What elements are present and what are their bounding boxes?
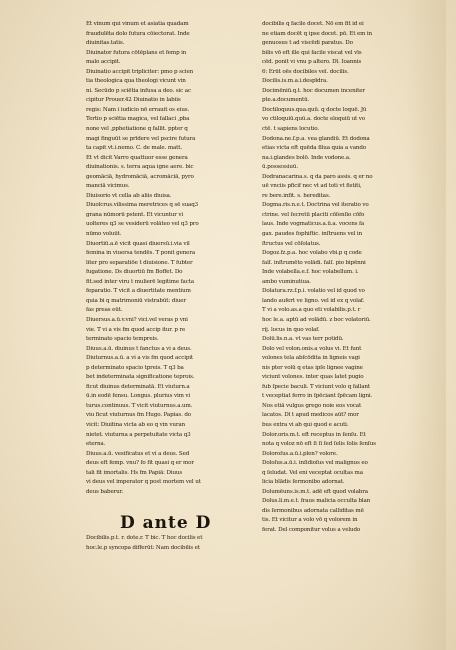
text-line: viciunt volones. inter quas latet pugio — [262, 374, 364, 381]
text-line: Diuinator futura cōtēplans et femp in — [86, 49, 187, 56]
text-line: Nos etiā vulgus grego noie eos vocat — [262, 402, 362, 409]
text-line: licia blādis ſermonibo adornat. — [262, 479, 345, 486]
text-line: tia theologica qua theologi vicunt vin — [86, 78, 186, 85]
text-line: Docibilis.p.t. r. dote.r. T bic. T hoc docilis et — [86, 535, 203, 541]
text-line: deus baberur. — [86, 488, 124, 495]
text-line: Dolor.oris.m.t. eft receptus in ſenſu. Et — [262, 431, 366, 438]
left-column — [86, 20, 256, 497]
text-line: ctrine. vel ſecretū placiti cōſenſio cōfo — [262, 211, 365, 218]
text-line: Dolumēuns.is.m.t. adē eft quod volabra — [262, 488, 368, 495]
text-line: ne etiam docēt q ipse docet. pō. Et em in — [262, 30, 373, 37]
text-line: falſ. inſtrumēto volādi. falſ. pio bipēnni — [262, 259, 366, 266]
text-line: ſtructus vel cōſolatus. — [262, 240, 321, 247]
text-line: ū.in eodē fensu. Longus. plurius vim vi — [86, 393, 191, 400]
text-line: deus eft femp. vnu? fo fit quasi q er mor — [86, 460, 194, 467]
text-line: ni. Secūdo p sciētia infusa a deo. sic ac — [86, 87, 191, 94]
text-line: Dogoz.fz.p.a. hoc volabo vbi.p q code — [262, 250, 362, 257]
text-line: Diuturnus.a.ū. a vi a vis fm quod accipit — [86, 355, 193, 362]
text-line: bet indeterminata significatione teprois. — [86, 374, 195, 381]
text-line: q ſeludat. Vel eni veceptat ocultas ma — [262, 469, 363, 476]
right-column — [262, 20, 432, 536]
text-line: re bere.infit. s. hereditas. — [262, 192, 331, 199]
text-line: Dodona.ne.f.p.a. vea glandiū. Et dodona — [262, 135, 370, 142]
text-line: etias victa eft quēda filua quia a vando — [262, 145, 366, 152]
text-line: nūmo voluūt. — [86, 231, 122, 238]
text-line: Diuolcrus.vilissima meretrices q sē suaq3 — [86, 202, 199, 209]
text-line: Diuersus.a.ū.v.vni? vici.vel veras p vni — [86, 316, 188, 323]
text-line: Docilis.is.m.a.i.despīdra. — [262, 78, 328, 85]
text-line: Doloroſus.a.ū.i.plen? volore. — [262, 450, 338, 457]
text-line: tis. Et vicitur a volo vō q volorem in — [262, 517, 358, 524]
text-line: ū.possessiuū. — [262, 164, 298, 171]
text-line: Dogma.ris.n.e.t. Doctrina vel iteratio vo — [262, 202, 369, 209]
text-line: feparatio. T vicit a diuertitate mentium — [86, 288, 191, 295]
text-line: pte.a.documentū. — [262, 97, 310, 104]
text-line: diuinitas.tatis. — [86, 40, 125, 47]
text-line: Dolo vel volon.onis.a volus vi. Et funt — [262, 345, 362, 352]
text-line: Et vinum qui vinum et asiatia quadam — [86, 21, 189, 27]
section-heading: D ante D — [120, 513, 212, 533]
left-column-continuation — [86, 534, 256, 553]
text-line: t veceptiat ferro in ſpēciant ſpēcam ligni. — [262, 393, 373, 400]
text-line: hoc.le.p syncopa differūt: Nam docibilis et — [86, 544, 200, 551]
text-line: Inde volabella.e.f. hoc volabellum. i. — [262, 269, 359, 276]
text-line: turus.continuus. T vicit viuturnus.a.um. — [86, 402, 193, 409]
text-line: manciā vicimus. — [86, 183, 130, 190]
text-line: genuosus t ad viscēdi paratus. Do — [262, 40, 353, 47]
text-line: docibilis q facile docet. Nō em fit id ei — [262, 21, 364, 27]
text-line: na.i.glandes bolō. Inde vodone.a. — [262, 154, 351, 161]
text-line: volones tela abſcōdita in ligneis vagi — [262, 355, 360, 362]
text-line: uolteres q3 se vesiderū volāteo vel q3 pro — [86, 221, 199, 228]
text-line: Dolatura.rz.f.p.i. volatio vel id quod vo — [262, 288, 365, 295]
text-line: nis pter volū q etas ipſe lignee vagine — [262, 364, 363, 371]
text-line: Dodranacarina.s. q da paro assis. q er no — [262, 173, 373, 180]
text-line: nota q voloz nō eft ſi ſi ſed ſelis ſolis ſenſus — [262, 441, 376, 448]
text-line: uē vnciis pficif nec vt ad toti vt fistiti, — [262, 183, 362, 190]
text-line: terminato spacio tempreis. — [86, 336, 159, 343]
text-line: ambo vuminutiua. — [262, 278, 311, 285]
text-line: femina in viuersa tendēs. T ponit genera — [86, 250, 196, 257]
text-line: Diuisorio vt cella ab aliis diuisa. — [86, 192, 172, 199]
text-line: fugatione. Ds diuortiū fm Boffet. Do — [86, 269, 183, 276]
text-line: Diuus.a.ū. diuinus t fanctus a vi a deus. — [86, 345, 192, 352]
text-line: 6: Erūt oēs docibiles veī. docilis. — [262, 68, 349, 75]
text-line: Diuus.a.ū. vesificatus et vi a deus. Sed — [86, 450, 190, 457]
text-line: vicit: Diuitina victa ab eo q vin vuran — [86, 421, 186, 428]
text-line: viu ficut viuturnus fm Hugo. Papias. do — [86, 412, 191, 419]
text-line: magi finguūt se prīdere vel pscire futura — [86, 135, 196, 142]
text-line: cipitur Prouer.42 Diuinatio in labiis — [86, 97, 181, 104]
text-line: T vi a volo.as.a quo eti volabilis.p.t. r — [262, 307, 361, 314]
text-line: eterna. — [86, 441, 106, 448]
text-line: fit.sed inter viru t mulierē legitime facta — [86, 278, 194, 285]
text-line: ctē. t sapiens locutio. — [262, 126, 319, 133]
text-line: bus extra vi ab qui quod e acuti. — [262, 421, 349, 428]
text-line: rij. locus in quo volaf. — [262, 326, 320, 333]
text-line: fas preas eūt. — [86, 307, 123, 314]
text-line: dis ſermonibus adornata calliditas mē — [262, 507, 364, 514]
text-line: quia bi q matrimoniū vistrabūt: diuer — [86, 297, 186, 304]
text-line: vi deus vel imperator q post mortem vel ut — [86, 479, 201, 486]
text-line: laus. Inde vogmaticus.a.ū.a. vocens fa — [262, 221, 365, 228]
text-line: grana nūmorū pstent. Et vicuntur vi — [86, 211, 184, 218]
text-line: regis: Nam i iudicio nō errauit os eius. — [86, 106, 190, 113]
text-line: fub ſpecie baculi. T viciunt volo q fallant — [262, 383, 370, 390]
text-line: none vel ,pphetiatione q fallit. ppter q — [86, 126, 188, 133]
text-line: Diuortiū.a.ē vicit quasi diuersū.i.via vil — [86, 240, 190, 247]
text-line: p determinato spacio tpreis. T q3 ba — [86, 364, 184, 371]
text-line: cēd. ponit vi vnu p altero. Dī. Ioannis — [262, 59, 362, 66]
text-line: malo accipit. — [86, 59, 121, 66]
text-line: Doctiloquus.qua.quū. q docte loquē. Jū — [262, 106, 367, 113]
text-line: ferat. Del componitur volus a veludo — [262, 526, 361, 533]
text-line: Dolū.lis.n.a. vt vas terr potidū. — [262, 336, 344, 343]
text-line: Dolus.li.m.e.t. fraus malicia occulta blan — [262, 498, 371, 505]
text-line: ficut diuinus determinatā. Et viuturn.a — [86, 383, 190, 390]
text-line: lando aufert ve ligno. vel id ex q volaf. — [262, 297, 365, 304]
text-line: Et vt dicit Varro quattuor esse genera — [86, 154, 188, 161]
text-line: lacatos. Dī t apud medicos aūt? mor — [262, 412, 359, 419]
text-line: Doloſus.a.ū.i. inſidioſus vel malignus eo — [262, 460, 368, 467]
text-line: Diuinatio accipit tripliciter: pmo p scien — [86, 68, 194, 75]
text-line: diuinationis. s. terra aqua igne aere. bic — [86, 164, 194, 171]
text-line: bilis vō eft ille qui facile viscat vel vīs — [262, 49, 362, 56]
text-line: nietet. viuturna a perpetuitate victa q3 — [86, 431, 191, 438]
text-line: gax. paudes fophiftic. inſtruens vel in — [262, 231, 363, 238]
text-line: geomāciā, hydromāciā, acromāciā, pyro — [86, 173, 194, 180]
text-line: Tertio p sciētia magica, vel fallaci ,pba — [86, 116, 190, 123]
text-line: vo ctiloquiū.quū.a. docte eloquiū ut vo — [262, 116, 365, 123]
text-line: hoc le.a. aptū ad volādū. z boc volatoriū. — [262, 316, 371, 323]
text-line: vie. T vi a vis fm quod accip itur. p re — [86, 326, 186, 333]
text-line: ta capit vt.i.nemo. C. de male. matt. — [86, 145, 182, 152]
text-line: Docimēniū.q.t. hoc documen inceniter — [262, 87, 365, 94]
text-line: liter pro separatiōe t diuisione. T fubter — [86, 259, 193, 266]
text-line: fraudulēta dolo futura cōiectorat. Inde — [86, 30, 190, 37]
text-line: tali fit imortalis. Hs fm Papiā: Diuus — [86, 469, 183, 476]
